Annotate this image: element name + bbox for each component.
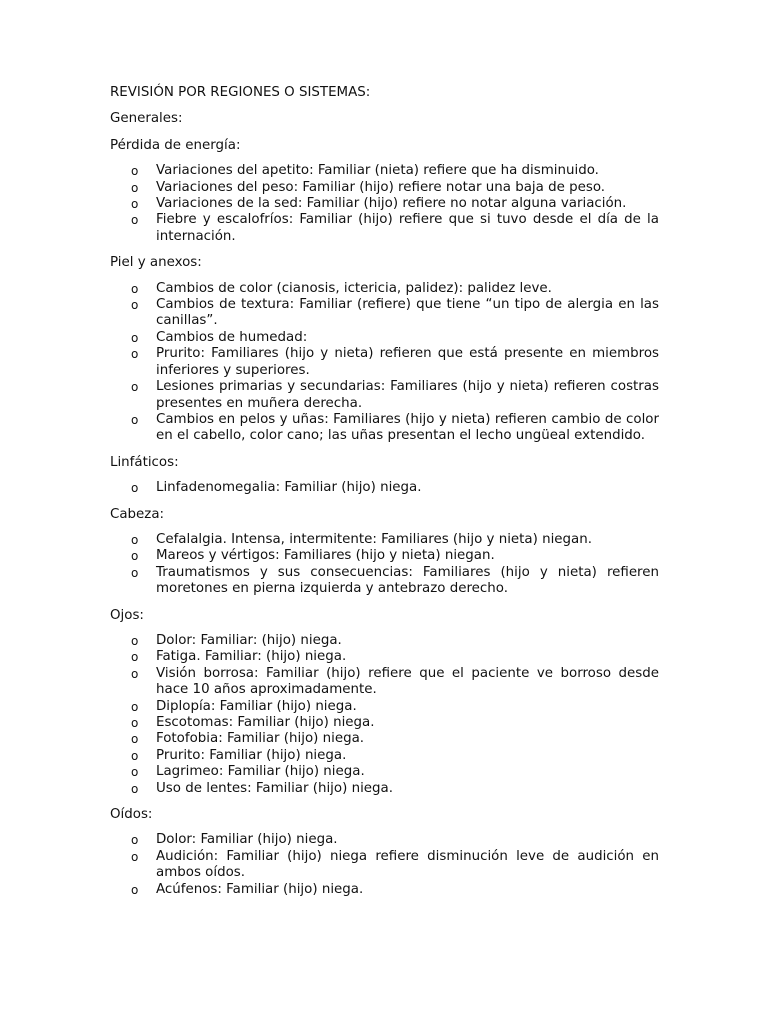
- section-list: [110, 532, 659, 598]
- list-item-text: Cambios de humedad:: [156, 329, 308, 345]
- section-heading: Piel y anexos:: [110, 255, 202, 271]
- bullet-icon: o: [131, 164, 139, 179]
- bullet-icon: o: [131, 197, 139, 212]
- list-item: [110, 748, 659, 764]
- bullet-icon: o: [131, 281, 139, 296]
- list-item: [110, 163, 659, 179]
- bullet-icon: o: [131, 380, 139, 395]
- list-item: [110, 666, 659, 699]
- list-item: [110, 649, 659, 665]
- list-item: [110, 212, 659, 245]
- list-item-text: Lagrimeo: Familiar (hijo) niega.: [156, 764, 365, 780]
- section-list: [110, 480, 659, 496]
- bullet-icon: o: [131, 298, 139, 313]
- section-list: [110, 832, 659, 898]
- list-item-text: Fatiga. Familiar: (hijo) niega.: [156, 649, 347, 665]
- list-item: [110, 180, 659, 196]
- list-item-text: Mareos y vértigos: Familiares (hijo y nieta) niegan.: [156, 548, 495, 564]
- list-item-text: Acúfenos: Familiar (hijo) niega.: [156, 881, 364, 897]
- list-item: [110, 565, 659, 598]
- list-item-text: Visión borrosa: Familiar (hijo) refiere que el paciente ve borroso desde hace 10 años aproximadamente.: [156, 665, 659, 698]
- bullet-icon: o: [131, 765, 139, 780]
- list-item: [110, 699, 659, 715]
- list-item-text: Uso de lentes: Familiar (hijo) niega.: [156, 780, 393, 796]
- bullet-icon: o: [131, 213, 139, 228]
- section-list: [110, 163, 659, 245]
- list-item: [110, 379, 659, 412]
- section-heading: Linfáticos:: [110, 454, 179, 470]
- section-heading: Oídos:: [110, 807, 153, 823]
- list-item: [110, 330, 659, 346]
- section-heading: Generales:: [110, 111, 183, 127]
- bullet-icon: o: [131, 549, 139, 564]
- list-item: [110, 832, 659, 848]
- bullet-icon: o: [131, 650, 139, 665]
- list-item-text: Lesiones primarias y secundarias: Familiares (hijo y nieta) refieren costras presentes en muñera derecha.: [156, 379, 659, 411]
- section-heading: Cabeza:: [110, 506, 165, 522]
- list-item-text: Variaciones del apetito: Familiar (nieta) refiere que ha disminuido.: [156, 163, 599, 179]
- list-item-text: Variaciones del peso: Familiar (hijo) refiere notar una baja de peso.: [156, 179, 606, 195]
- list-item-text: Cefalalgia. Intensa, intermitente: Familiares (hijo y nieta) niegan.: [156, 531, 592, 547]
- section-heading: Ojos:: [110, 607, 144, 623]
- bullet-icon: o: [131, 732, 139, 747]
- bullet-icon: o: [131, 412, 139, 427]
- list-item: [110, 764, 659, 780]
- bullet-icon: o: [131, 748, 139, 763]
- document-body: [110, 85, 659, 908]
- bullet-icon: o: [131, 330, 139, 345]
- list-item: [110, 633, 659, 649]
- list-item-text: Linfadenomegalia: Familiar (hijo) niega.: [156, 480, 422, 496]
- list-item: [110, 882, 659, 898]
- bullet-icon: o: [131, 666, 139, 681]
- list-item: [110, 196, 659, 212]
- bullet-icon: o: [131, 781, 139, 796]
- list-item: [110, 731, 659, 747]
- list-item-text: Prurito: Familiar (hijo) niega.: [156, 747, 347, 763]
- list-item-text: Fiebre y escalofríos: Familiar (hijo) refiere que si tuvo desde el día de la internación.: [156, 212, 659, 244]
- document-title: REVISIÓN POR REGIONES O SISTEMAS:: [110, 85, 371, 100]
- list-item: [110, 715, 659, 731]
- list-item: [110, 548, 659, 564]
- bullet-icon: o: [131, 882, 139, 897]
- bullet-icon: o: [131, 833, 139, 848]
- sections-container: [110, 111, 659, 898]
- list-item-text: Cambios de color (cianosis, ictericia, palidez): palidez leve.: [156, 280, 552, 296]
- list-item: [110, 532, 659, 548]
- section-list: [110, 633, 659, 797]
- list-item-text: Audición: Familiar (hijo) niega refiere disminución leve de audición en ambos oídos.: [156, 848, 659, 881]
- bullet-icon: o: [131, 532, 139, 547]
- bullet-icon: o: [131, 699, 139, 714]
- list-item: [110, 781, 659, 797]
- list-item: [110, 281, 659, 297]
- list-item-text: Dolor: Familiar: (hijo) niega.: [156, 632, 342, 648]
- section-heading: Pérdida de energía:: [110, 137, 241, 153]
- bullet-icon: o: [131, 347, 139, 362]
- section-list: [110, 281, 659, 445]
- list-item: [110, 480, 659, 496]
- list-item-text: Variaciones de la sed: Familiar (hijo) refiere no notar alguna variación.: [156, 196, 627, 212]
- bullet-icon: o: [131, 481, 139, 496]
- list-item: [110, 412, 659, 445]
- bullet-icon: o: [131, 716, 139, 730]
- list-item: [110, 849, 659, 882]
- bullet-icon: o: [131, 180, 139, 195]
- list-item-text: Cambios de textura: Familiar (refiere) que tiene “un tipo de alergia en las canillas”.: [156, 297, 659, 329]
- bullet-icon: o: [131, 633, 139, 648]
- list-item-text: Prurito: Familiares (hijo y nieta) refieren que está presente en miembros inferiores y superiores.: [156, 346, 659, 378]
- list-item-text: Dolor: Familiar (hijo) niega.: [156, 832, 338, 848]
- list-item: [110, 346, 659, 379]
- list-item-text: Escotomas: Familiar (hijo) niega.: [156, 715, 375, 730]
- list-item-text: Traumatismos y sus consecuencias: Familiares (hijo y nieta) refieren moretones en pierna izquierda y antebrazo derecho.: [156, 564, 659, 597]
- list-item: [110, 297, 659, 330]
- list-item-text: Diplopía: Familiar (hijo) niega.: [156, 698, 357, 714]
- bullet-icon: o: [131, 849, 139, 864]
- list-item-text: Cambios en pelos y uñas: Familiares (hijo y nieta) refieren cambio de color en el cabello, color cano; las uñas presentan el lecho ungüeal extendido.: [156, 411, 659, 444]
- list-item-text: Fotofobia: Familiar (hijo) niega.: [156, 731, 365, 747]
- bullet-icon: o: [131, 565, 139, 580]
